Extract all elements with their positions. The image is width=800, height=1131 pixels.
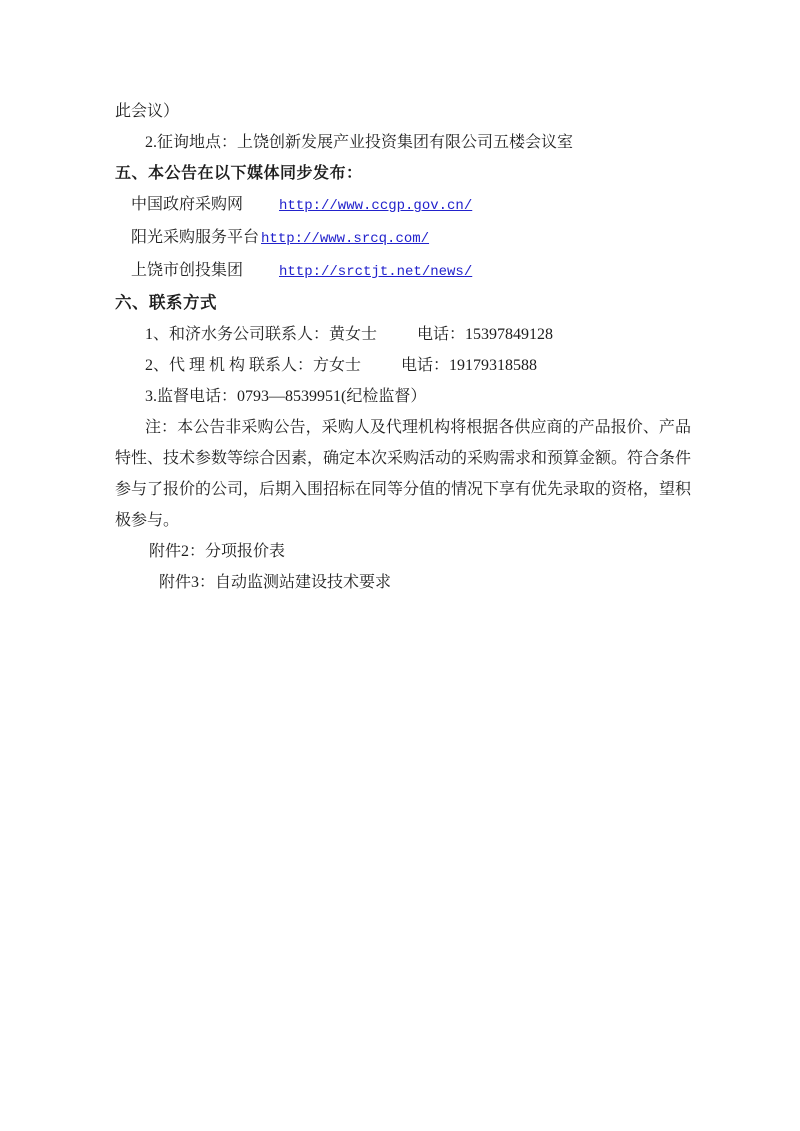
contact-label: 1、和济水务公司联系人：黄女士	[145, 326, 378, 343]
attachment-line-2: 附件2：分项报价表	[149, 543, 286, 560]
venue-line: 2.征询地点：上饶创新发展产业投资集团有限公司五楼会议室	[145, 134, 574, 151]
document-content	[115, 96, 691, 598]
contact-row-water-company	[115, 319, 691, 350]
media-link[interactable]: http://www.ccgp.gov.cn/	[279, 198, 473, 214]
media-row-ccgp	[115, 189, 691, 222]
media-name: 阳光采购服务平台	[131, 229, 260, 246]
media-row-srcq	[115, 222, 691, 255]
media-link[interactable]: http://www.srcq.com/	[261, 231, 430, 247]
contact-phone: 电话：19179318588	[401, 357, 538, 374]
contact-label: 2、代 理 机 构 联系人：方女士	[145, 357, 362, 374]
media-name: 上饶市创投集团	[131, 262, 244, 279]
contact-section-heading: 六、联系方式	[115, 294, 217, 312]
media-section-heading: 五、本公告在以下媒体同步发布：	[115, 165, 363, 182]
contact-row-agency	[115, 350, 691, 381]
media-name: 中国政府采购网	[131, 196, 244, 213]
attachment-line-3: 附件3：自动监测站建设技术要求	[159, 574, 392, 591]
contact-phone: 电话：15397849128	[417, 326, 554, 343]
supervision-phone-line: 3.监督电话：0793—8539951(纪检监督）	[145, 388, 427, 405]
paragraph-continuation-line: 此会议）	[115, 103, 180, 120]
media-link[interactable]: http://srctjt.net/news/	[279, 264, 473, 280]
media-row-srctjt	[115, 255, 691, 288]
note-paragraph: 注：本公告非采购公告，采购人及代理机构将根据各供应商的产品报价、产品特性、技术参数等综合因素，确定本次采购活动的采购需求和预算金额。符合条件参与了报价的公司，后期入围招标在同等分值的情况下享有优先录取的资格，望积极参与。	[115, 419, 692, 529]
